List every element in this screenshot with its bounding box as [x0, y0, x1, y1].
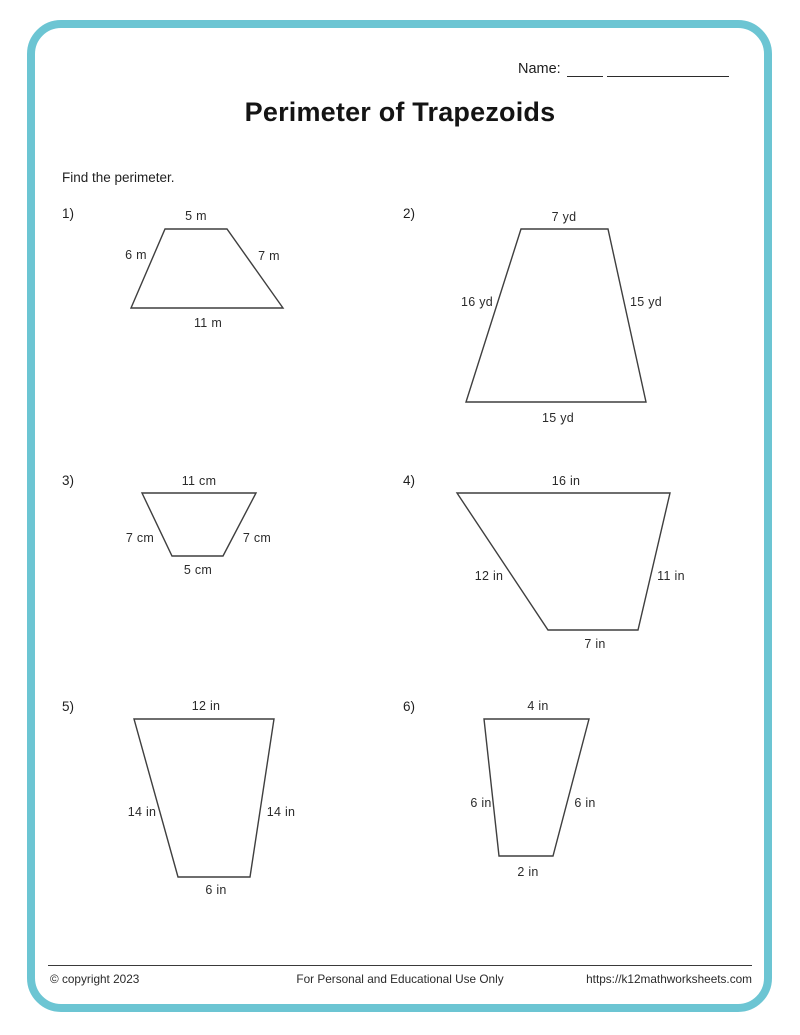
side-label-top: 12 in — [191, 699, 221, 713]
trapezoid-3 — [142, 493, 256, 556]
usage-text: For Personal and Educational Use Only — [296, 972, 504, 986]
side-label-right: 15 yd — [629, 295, 663, 309]
side-label-right: 6 in — [574, 796, 596, 810]
side-label-left: 6 in — [470, 796, 492, 810]
trapezoid-4 — [457, 493, 670, 630]
footer-divider — [48, 965, 752, 966]
footer — [48, 972, 752, 990]
side-label-bottom: 7 in — [584, 637, 606, 651]
side-label-left: 16 yd — [460, 295, 494, 309]
problem-number-5: 5) — [62, 699, 75, 714]
side-label-bottom: 15 yd — [541, 411, 575, 425]
trapezoid-2 — [466, 229, 646, 402]
side-label-top: 5 m — [185, 209, 207, 223]
side-label-left: 14 in — [127, 805, 157, 819]
side-label-bottom: 2 in — [517, 865, 539, 879]
website-link[interactable]: https://k12mathworksheets.com — [586, 972, 752, 986]
problem-number-1: 1) — [62, 206, 75, 221]
trapezoid-5 — [134, 719, 274, 877]
side-label-top: 16 in — [551, 474, 581, 488]
side-label-bottom: 11 m — [193, 316, 223, 330]
side-label-bottom: 5 cm — [183, 563, 213, 577]
problem-number-6: 6) — [403, 699, 416, 714]
side-label-right: 11 in — [657, 569, 685, 583]
side-label-left: 6 m — [125, 248, 147, 262]
instruction-text: Find the perimeter. — [62, 170, 175, 185]
trapezoid-6 — [484, 719, 589, 856]
trapezoid-1 — [131, 229, 283, 308]
side-label-top: 11 cm — [181, 474, 217, 488]
copyright-text: © copyright 2023 — [50, 972, 140, 986]
side-label-bottom: 6 in — [205, 883, 227, 897]
page-title: Perimeter of Trapezoids — [244, 97, 556, 127]
name-label: Name: — [518, 61, 561, 77]
side-label-right: 7 m — [258, 249, 280, 263]
side-label-right: 14 in — [266, 805, 296, 819]
side-label-left: 7 cm — [125, 531, 155, 545]
problem-number-3: 3) — [62, 473, 75, 488]
side-label-top: 7 yd — [551, 210, 577, 224]
problem-number-2: 2) — [403, 206, 416, 221]
side-label-left: 12 in — [474, 569, 504, 583]
side-label-right: 7 cm — [242, 531, 272, 545]
side-label-top: 4 in — [527, 699, 549, 713]
problem-number-4: 4) — [403, 473, 416, 488]
